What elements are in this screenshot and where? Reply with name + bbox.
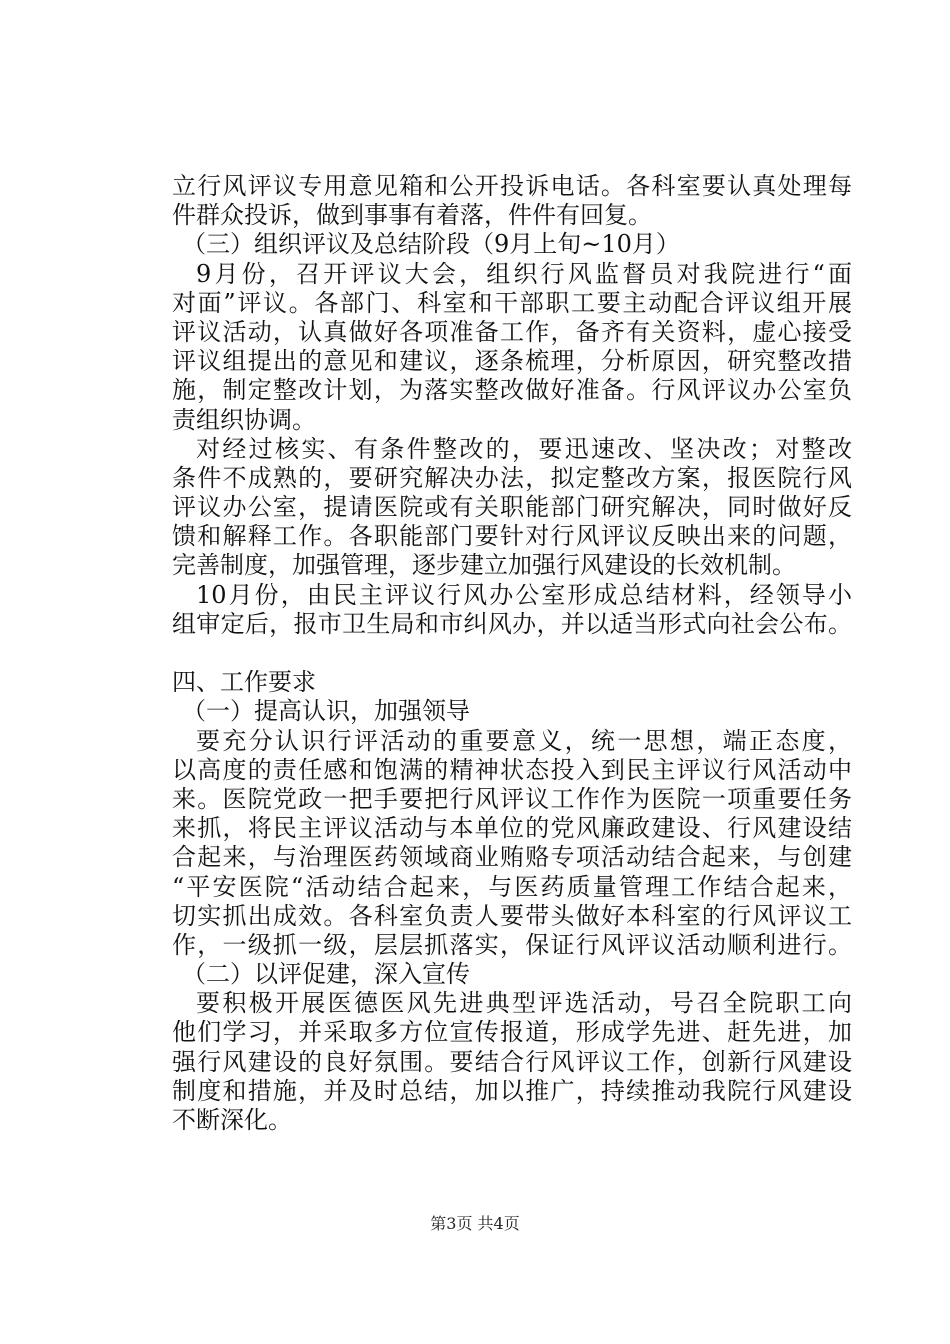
text-line: 要积极开展医德医风先进典型评选活动，号召全院职工向 [196, 989, 852, 1018]
text-line: 对经过核实、有条件整改的，要迅速改、坚决改；对整改 [196, 434, 852, 463]
text-line: 要充分认识行评活动的重要意义，统一思想，端正态度， [196, 726, 852, 755]
text-line: 完善制度，加强管理，逐步建立加强行风建设的长效机制。 [172, 551, 796, 580]
text-line: 评议组提出的意见和建议，逐条梳理，分析原因，研究整改措 [172, 347, 852, 376]
text-line: 作，一级抓一级，层层抓落实，保证行风评议活动顺利进行。 [172, 930, 852, 959]
text-line: 评议办公室，提请医院或有关职能部门研究解决，同时做好反 [172, 493, 852, 522]
text-line: 立行风评议专用意见箱和公开投诉电话。各科室要认真处理每 [172, 172, 852, 200]
text-line: 以高度的责任感和饱满的精神状态投入到民主评议行风活动中 [172, 755, 852, 784]
section-heading-4: 四、工作要求 [172, 668, 316, 697]
text-line: 来抓，将民主评议活动与本单位的党风廉政建设、行风建设结 [172, 814, 852, 843]
text-line: 不断深化。 [172, 1106, 292, 1134]
subsection-heading-1: （一）提高认识，加强领导 [182, 697, 470, 726]
text-line: 合起来，与治理医药领域商业贿赂专项活动结合起来，与创建 [172, 843, 852, 872]
text-line: 施，制定整改计划，为落实整改做好准备。行风评议办公室负 [172, 376, 852, 405]
blank-line [172, 639, 852, 668]
subsection-heading-2: （二）以评促建，深入宣传 [182, 960, 470, 989]
text-line: 责组织协调。 [172, 405, 316, 434]
text-line: 对面”评议。各部门、科室和干部职工要主动配合评议组开展 [172, 288, 852, 317]
text-line: 9月份，召开评议大会，组织行风监督员对我院进行“面 [196, 259, 852, 288]
text-line: 切实抓出成效。各科室负责人要带头做好本科室的行风评议工 [172, 901, 852, 930]
section-heading-3: （三）组织评议及总结阶段（9月上旬~10月） [182, 230, 680, 259]
text-line: 制度和措施，并及时总结，加以推广，持续推动我院行风建设 [172, 1076, 852, 1105]
text-line: 评议活动，认真做好各项准备工作，备齐有关资料，虚心接受 [172, 317, 852, 346]
text-line: 强行风建设的良好氛围。要结合行风评议工作，创新行风建设 [172, 1047, 852, 1076]
text-line: 他们学习，并采取多方位宣传报道，形成学先进、赶先进，加 [172, 1018, 852, 1047]
text-line: 件群众投诉，做到事事有着落，件件有回复。 [172, 201, 652, 230]
text-line: “平安医院“活动结合起来，与医药质量管理工作结合起来， [172, 872, 852, 901]
text-line: 来。医院党政一把手要把行风评议工作作为医院一项重要任务 [172, 784, 852, 813]
text-line: 条件不成熟的，要研究解决办法，拟定整改方案，报医院行风 [172, 463, 852, 492]
text-line: 组审定后，报市卫生局和市纠风办，并以适当形式向社会公布。 [172, 609, 852, 638]
text-line: 馈和解释工作。各职能部门要针对行风评议反映出来的问题， [172, 522, 852, 551]
text-line: 10月份，由民主评议行风办公室形成总结材料，经领导小 [196, 580, 852, 609]
page-number-footer: 第3页 共4页 [430, 1214, 520, 1233]
document-body [172, 172, 852, 1135]
